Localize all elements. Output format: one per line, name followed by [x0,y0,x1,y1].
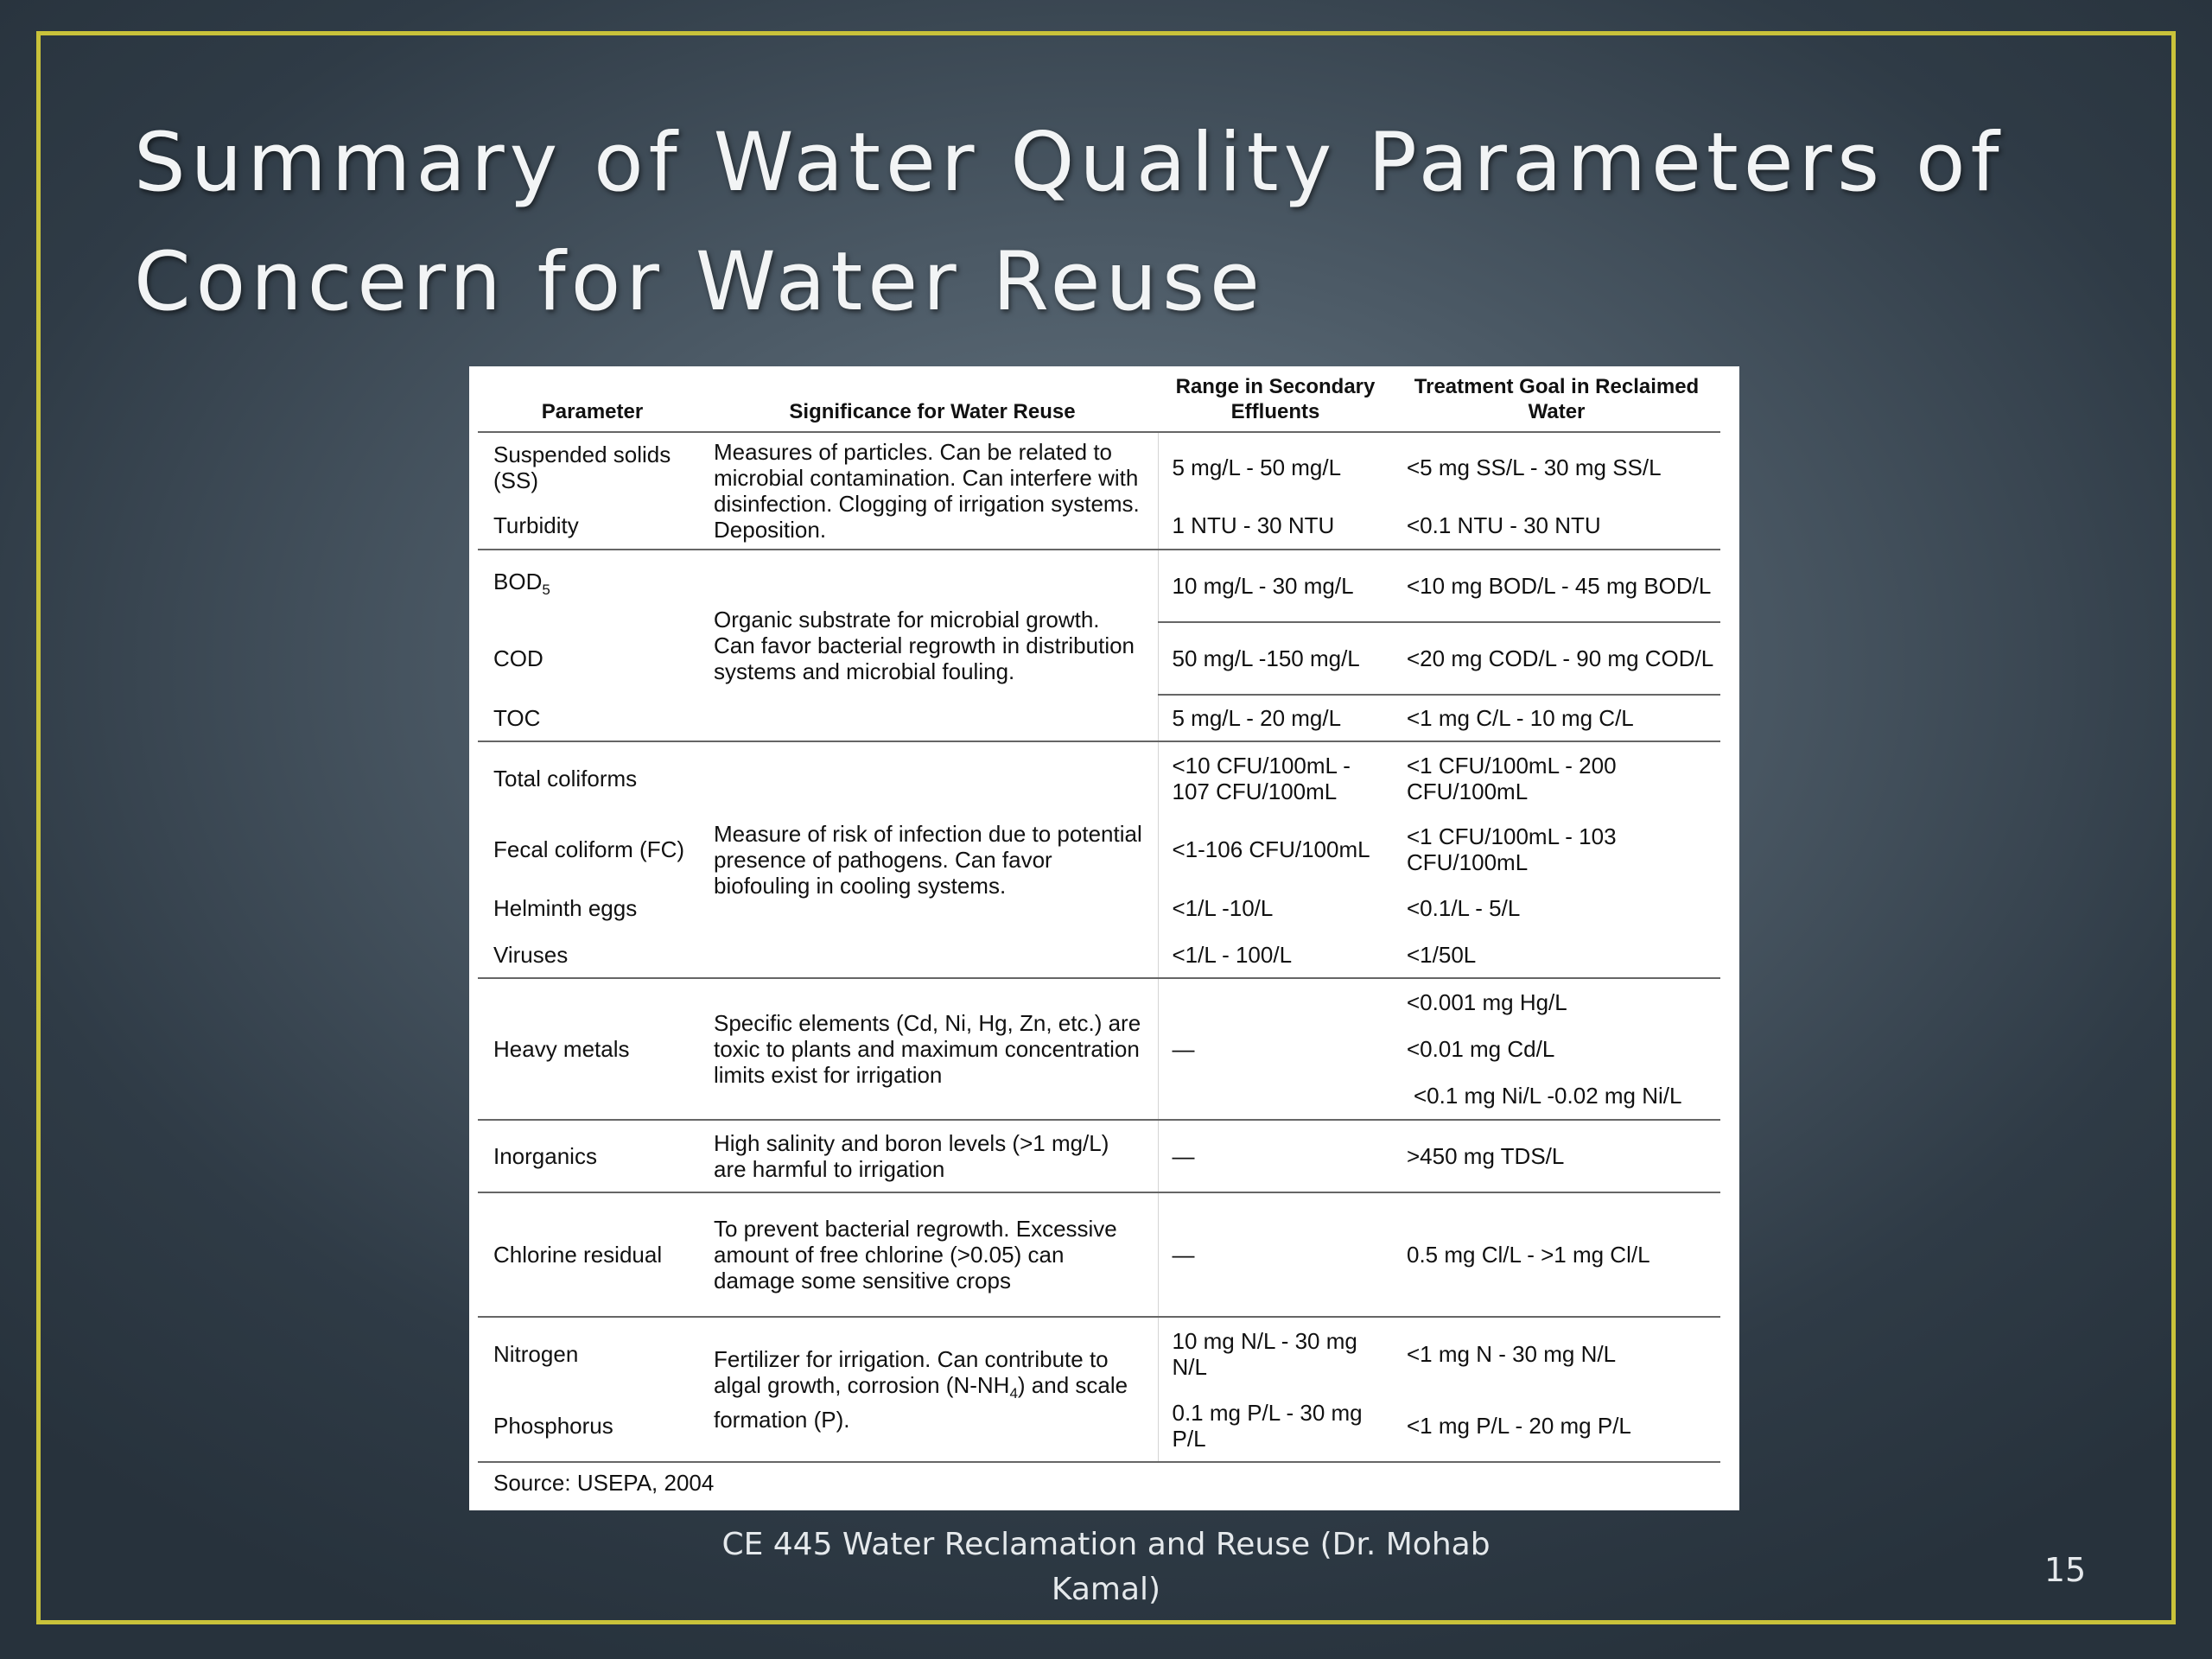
table-row [478,1120,1720,1192]
goal-cell: <1/50L [1407,941,1477,968]
table-row [478,550,1720,622]
range-cell: <1/L -10/L [1172,895,1274,921]
goal-cell: <1 CFU/100mL - 103 CFU/100mL [1407,823,1617,875]
param-cell: Phosphorus [493,1412,613,1439]
header-significance: Significance for Water Reuse [707,366,1158,432]
param-cell: Nitrogen [478,1317,707,1389]
range-cell: — [1158,1120,1393,1192]
table-row [478,1317,1720,1389]
param-subscript: 5 [542,582,550,599]
title-line-1: Summary of Water Quality Parameters of [134,116,2005,210]
range-cell: <10 CFU/100mL - 107 CFU/100mL [1158,741,1393,814]
param-cell: Heavy metals [478,978,707,1120]
range-cell: <1/L - 100/L [1172,941,1293,968]
goal-cell: >450 mg TDS/L [1393,1120,1720,1192]
goal-cell: <1 mg C/L - 10 mg C/L [1393,695,1720,741]
source-row [478,1462,1720,1501]
goal-cell: <20 mg COD/L - 90 mg COD/L [1393,622,1720,695]
range-cell: 5 mg/L - 50 mg/L [1158,432,1393,501]
goal-cell: <0.1 NTU - 30 NTU [1407,512,1601,538]
goal-line: <0.01 mg Cd/L [1407,1036,1555,1062]
param-cell: COD [493,645,543,671]
goal-cell: <10 mg BOD/L - 45 mg BOD/L [1393,550,1720,622]
goal-line: <0.1 mg Ni/L -0.02 mg Ni/L [1414,1083,1682,1109]
header-parameter: Parameter [478,366,707,432]
param-cell: Helminth eggs [493,895,638,921]
range-cell: 50 mg/L -150 mg/L [1158,622,1393,695]
param-cell: Viruses [493,941,569,968]
param-cell: Total coliforms [478,741,707,814]
goal-cell: 0.5 mg Cl/L - >1 mg Cl/L [1393,1192,1720,1317]
title-line-2: Concern for Water Reuse [134,235,1265,329]
header-goal: Treatment Goal in Reclaimed Water [1393,366,1720,432]
param-cell: Inorganics [478,1120,707,1192]
param-cell: TOC [493,704,541,731]
parameters-table-image [469,366,1739,1510]
goal-cell: <1 mg P/L - 20 mg P/L [1407,1412,1631,1439]
range-cell: 1 NTU - 30 NTU [1172,512,1335,538]
significance-cell: High salinity and boron levels (>1 mg/L) are harmful to irrigation [707,1120,1158,1192]
range-cell: — [1158,1192,1393,1317]
param-cell: Chlorine residual [478,1192,707,1317]
table-row [478,432,1720,501]
range-cell: 5 mg/L - 20 mg/L [1158,695,1393,741]
goal-cell: <1 CFU/100mL - 200 CFU/100mL [1393,741,1720,814]
significance-text: Fertilizer for irrigation. Can contribute to algal growth, corrosion (N-NH [714,1345,1109,1398]
significance-cell [707,1317,1158,1462]
source-note: Source: USEPA, 2004 [478,1462,1720,1501]
range-cell: 10 mg N/L - 30 mg N/L [1158,1317,1393,1389]
significance-cell: Specific elements (Cd, Ni, Hg, Zn, etc.) are toxic to plants and maximum concentration limits exist for irrigation [707,978,1158,1120]
significance-subscript: 4 [1009,1385,1018,1402]
goal-cell: <0.1/L - 5/L [1407,895,1521,921]
significance-cell: Measures of particles. Can be related to microbial contamination. Can interfere with disinfection. Clogging of irrigation systems. Deposition. [707,432,1158,550]
table-row [478,1192,1720,1317]
range-cell: 10 mg/L - 30 mg/L [1158,550,1393,622]
goal-cell: <1 mg N - 30 mg N/L [1393,1317,1720,1389]
parameters-table [478,366,1720,1501]
range-cell: 0.1 mg P/L - 30 mg P/L [1172,1399,1363,1452]
page-number: 15 [2044,1551,2087,1589]
goal-line: <0.001 mg Hg/L [1407,989,1567,1015]
param-cell: Fecal coliform (FC) [493,836,685,862]
significance-text: ) and scale formation (P). [714,1371,1128,1433]
range-cell: — [1158,978,1393,1120]
significance-cell: To prevent bacterial regrowth. Excessive amount of free chlorine (>0.05) can damage some sensitive crops [707,1192,1158,1317]
goal-cell: <5 mg SS/L - 30 mg SS/L [1393,432,1720,501]
range-cell: <1-106 CFU/100mL [1172,836,1370,862]
header-range: Range in Secondary Effluents [1158,366,1393,432]
goal-cell [1393,978,1720,1120]
table-row [478,978,1720,1120]
significance-cell: Organic substrate for microbial growth. Can favor bacterial regrowth in distribution systems and microbial fouling. [707,550,1158,741]
param-cell: Turbidity [493,512,579,538]
param-text: BOD [493,569,543,595]
slide-title [134,104,2121,342]
param-cell [478,550,707,622]
significance-cell: Measure of risk of infection due to potential presence of pathogens. Can favor biofouling in cooling systems. [707,741,1158,978]
table-row [478,741,1720,814]
slide-footer: CE 445 Water Reclamation and Reuse (Dr. Mohab Kamal) [721,1527,1491,1607]
param-cell: Suspended solids (SS) [478,432,707,501]
